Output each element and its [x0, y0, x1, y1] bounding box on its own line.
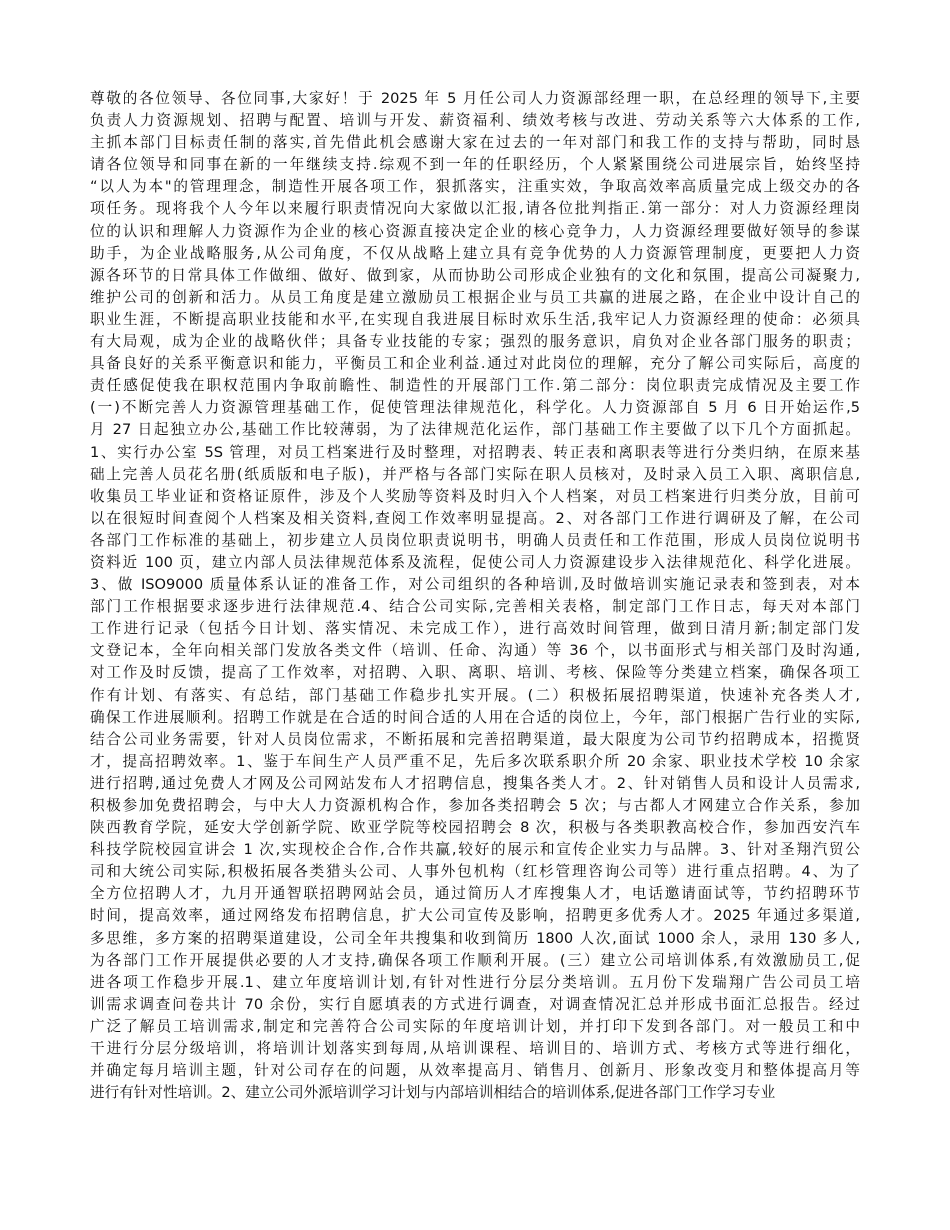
text-line: 时间，提高效率，通过网络发布招聘信息，扩大公司宣传及影响，招聘更多优秀人才。2025 年通过多渠道,: [90, 907, 860, 925]
text-line: 积极参加免费招聘会，与中大人力资源机构合作，参加各类招聘会 5 次；与古都人才网建立合作关系，参加: [90, 797, 860, 814]
text-line: 并确定每月培训主题，针对公司存在的问题，从效率提高月、销售月、创新月、形象改变月和整体提高月等: [90, 1062, 860, 1080]
text-line: 作有计划、有落实、有总结，部门基础工作稳步扎实开展。(二）积极拓展招聘渠道，快速补充各类人才,: [90, 686, 860, 704]
text-line: 主抓本部门目标责任制的落实,首先借此机会感谢大家在过去的一年对部门和我工作的支持与帮助，同时恳: [90, 134, 860, 152]
text-line: 结合公司业务需要，针对人员岗位需求，不断拓展和完善招聘渠道，最大限度为公司节约招聘成本，招揽贤: [90, 730, 860, 748]
text-line: 1、实行办公室 5S 管理，对员工档案进行及时整理，对招聘表、转正表和离职表等进行分类归纳，在原来基: [90, 443, 860, 461]
text-line: 进行招聘,通过免费人才网及公司网站发布人才招聘信息，搜集各类人才。2、针对销售人员和设计人员需求,: [90, 774, 860, 792]
text-line: 负责人力资源规划、招聘与配置、培训与开发、薪资福利、绩效考核与改进、劳动关系等六大体系的工作,: [90, 112, 860, 130]
text-line: 各部门工作标准的基础上，初步建立人员岗位职责说明书，明确人员责任和工作范围，形成人员岗位说明书: [90, 531, 860, 549]
text-line: 对工作及时反馈，提高了工作效率，对招聘、入职、离职、培训、考核、保险等分类建立档案，确保各项工: [90, 664, 860, 682]
text-line: 确保工作进展顺利。招聘工作就是在合适的时间合适的人用在合适的岗位上，今年，部门根据广告行业的实际,: [90, 708, 860, 726]
text-line: 础上完善人员花名册(纸质版和电子版)，并严格与各部门实际在职人员核对，及时录入员工入职、离职信息,: [90, 465, 860, 483]
text-line: 文登记本，全年向相关部门发放各类文件（培训、任命、沟通）等 36 个，以书面形式与相关部门及时沟通,: [90, 642, 860, 660]
text-line: 部门工作根据要求逐步进行法律规范.4、结合公司实际,完善相关表格，制定部门工作日志，每天对本部门: [90, 598, 860, 616]
text-line: 司和大统公司实际,积极拓展各类猎头公司、人事外包机构（红杉管理咨询公司等）进行重点招聘。4、为了: [90, 863, 860, 881]
text-line: “以人为本"的管理理念，制造性开展各项工作，狠抓落实，注重实效，争取高效率高质量完成上级交办的各: [90, 178, 860, 196]
text-line: 工作进行记录（包括今日计划、落实情况、未完成工作），进行高效时间管理，做到日清月新;制定部门发: [90, 620, 860, 638]
text-line: 全方位招聘人才，九月开通智联招聘网站会员，通过简历人才库搜集人才，电话邀请面试等，节约招聘环节: [90, 885, 860, 903]
text-line: 陕西教育学院，延安大学创新学院、欧亚学院等校园招聘会 8 次，积极与各类职教高校合作，参加西安汽车: [90, 819, 860, 837]
text-line: (一)不断完善人力资源管理基础工作，促使管理法律规范化，科学化。人力资源部自 5 月 6 日开始运作,5: [90, 399, 860, 417]
text-line: 进行有针对性培训。2、建立公司外派培训学习计划与内部培训相结合的培训体系,促进各部门工作学习专业: [90, 1084, 776, 1102]
text-line: 请各位领导和同事在新的一年继续支持.综观不到一年的任职经历，个人紧紧围绕公司进展宗旨，始终坚持: [90, 156, 860, 174]
text-line: 职业生涯，不断提高职业技能和水平,在实现自我进展目标时欢乐生活,我牢记人力资源经理的使命：必须具: [90, 310, 860, 328]
text-line: 有大局观，成为企业的战略伙伴；具备专业技能的专家；强烈的服务意识，肩负对企业各部门服务的职责；: [90, 333, 860, 351]
document-body: [90, 88, 860, 1104]
text-line: 项任务。现将我个人今年以来履行职责情况向大家做以汇报,请各位批判指正.第一部分：对人力资源经理岗: [90, 200, 860, 218]
text-line: 源各环节的日常具体工作做细、做好、做到家，从而协助公司形成企业独有的文化和氛围，提高公司凝聚力,: [90, 266, 860, 284]
text-line: 维护公司的创新和活力。从员工角度是建立激励员工根据企业与员工共赢的进展之路，在企业中设计自己的: [90, 288, 860, 306]
text-line: 资料近 100 页，建立内部人员法律规范体系及流程，促使公司人力资源建设步入法律规范化、科学化进展。: [90, 553, 860, 571]
text-line: 为各部门工作开展提供必要的人才支持,确保各项工作顺利开展。(三）建立公司培训体系,有效激励员工,促: [90, 951, 860, 969]
text-line: 多思维，多方案的招聘渠道建设，公司全年共搜集和收到简历 1800 人次,面试 1000 余人，录用 130 多人,: [90, 929, 860, 947]
text-line: 尊敬的各位领导、各位同事,大家好！于 2025 年 5 月任公司人力资源部经理一职，在总经理的领导下,主要: [90, 90, 860, 107]
text-line: 月 27 日起独立办公,基础工作比较薄弱，为了法律规范化运作，部门基础工作主要做了以下几个方面抓起。: [90, 421, 860, 439]
text-line: 收集员工毕业证和资格证原件，涉及个人奖励等资料及时归入个人档案，对员工档案进行归类分放，目前可: [90, 487, 860, 505]
text-line: 干进行分层分级培训，将培训计划落实到每周,从培训课程、培训目的、培训方式、考核方式等进行细化，: [90, 1040, 860, 1058]
text-line: 进各项工作稳步开展.1、建立年度培训计划,有针对性进行分层分类培训。五月份下发瑞翔广告公司员工培: [90, 973, 860, 991]
text-line: 科技学院校园宣讲会 1 次,实现校企合作,合作共赢,较好的展示和宣传企业实力与品牌。3、针对圣翔汽贸公: [90, 841, 860, 859]
text-line: 助手，为企业战略服务,从公司角度，不仅从战略上建立具有竞争优势的人力资源管理制度，更要把人力资: [90, 244, 860, 262]
text-line: 位的认识和理解人力资源作为企业的核心资源直接决定企业的核心竞争力，人力资源经理要做好领导的参谋: [90, 222, 860, 240]
text-line: 责任感促使我在职权范围内争取前瞻性、制造性的开展部门工作.第二部分：岗位职责完成情况及主要工作: [90, 377, 860, 395]
text-line: 训需求调查问卷共计 70 余份，实行自愿填表的方式进行调查，对调查情况汇总并形成书面汇总报告。经过: [90, 995, 860, 1013]
text-line: 才，提高招聘效率。1、鉴于车间生产人员严重不足，先后多次联系职介所 20 余家、职业技术学校 10 余家: [90, 752, 860, 770]
text-line: 3、做 ISO9000 质量体系认证的准备工作，对公司组织的各种培训,及时做培训实施记录表和签到表，对本: [90, 576, 860, 594]
text-line: 以在很短时间查阅个人档案及相关资料,查阅工作效率明显提高。2、对各部门工作进行调研及了解，在公司: [90, 509, 860, 527]
text-line: 具备良好的关系平衡意识和能力，平衡员工和企业利益.通过对此岗位的理解，充分了解公司实际后，高度的: [90, 355, 860, 373]
text-line: 广泛了解员工培训需求,制定和完善符合公司实际的年度培训计划，并打印下发到各部门。对一般员工和中: [90, 1017, 860, 1035]
